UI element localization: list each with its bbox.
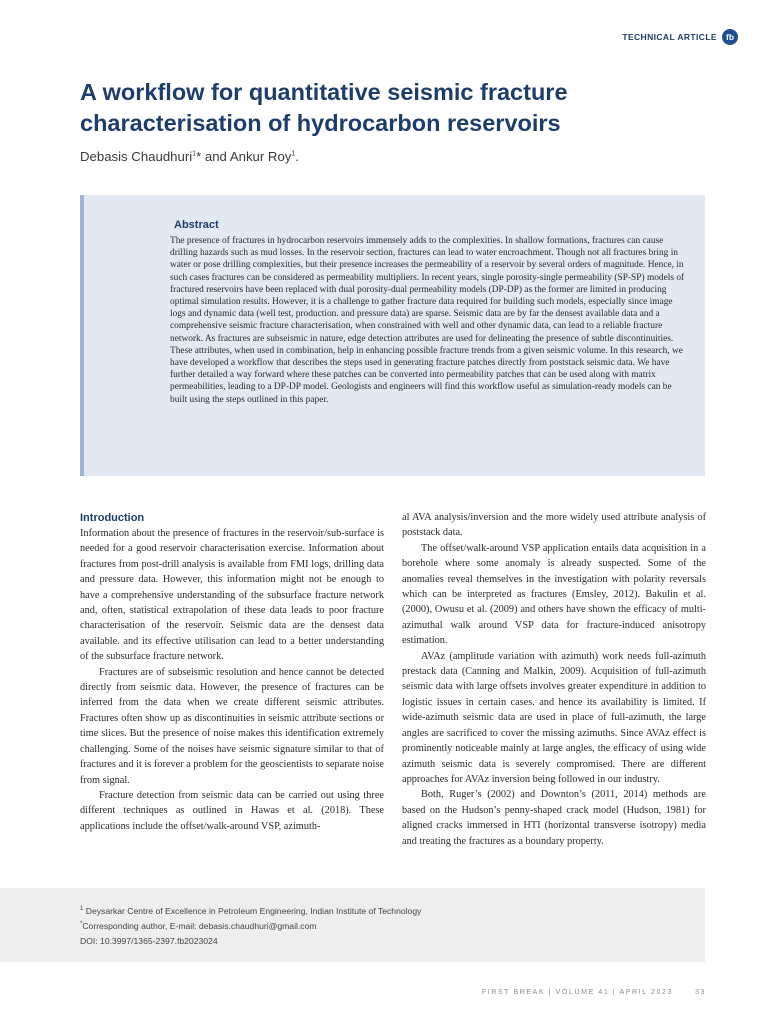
article-title: A workflow for quantitative seismic fracture characterisation of hydrocarbon reservoirs xyxy=(80,79,568,136)
corresponding-author-text: Corresponding author, E-mail: debasis.chaudhuri@gmail.com xyxy=(82,921,317,931)
body-paragraph: Both, Ruger’s (2002) and Downton’s (2011, 2014) methods are based on the Hudson’s penny-shaped crack model (Hudson, 1981) for aligned cracks immersed in HTI (horizontal transverse isotropy) media and treating the fractures as a boundary property. xyxy=(402,789,706,847)
affiliation-marker: 1 xyxy=(291,150,296,158)
author-name: Ankur Roy xyxy=(229,149,292,164)
body-paragraph: Fracture detection from seismic data can be carried out using three different techniques as outlined in Hawas et al. (2018). These applications include the offset/walk-around VSP, azimuth- xyxy=(80,789,384,832)
doi-footnote: DOI: 10.3997/1365-2397.fb2023024 xyxy=(80,936,218,946)
body-paragraph: The offset/walk-around VSP application entails data acquisition in a borehole where some anomaly is already suspected. Some of the anomalies reveal themselves in the investigation with polarity reversals which can be interpreted as fractures (Emsley, 2012). Bakulin et al. (2000), Owusu et al. (2009) and others have shown the efficacy of multi-azimuthal walk around VSP data for fracture-induced anisotropy estimation. xyxy=(402,542,706,647)
body-paragraph: Information about the presence of fractures in the reservoir/sub-surface is needed for a good reservoir characterisation exercise. Information about fractures from post-drill analysis is available from FMI logs, drilling data and pressure data. However, this information might not be enough to have a comprehensive understanding of the subsurface fracture network and, often, statistical extrapolation of these data leads to poor fracture characterisation of the reservoir. Seismic data are the densest data available. and its effective utilisation can lead to a better understanding of the subsurface fracture network. xyxy=(80,528,384,663)
affiliation-marker: 1 xyxy=(192,150,197,158)
author-name: Debasis Chaudhuri xyxy=(80,149,193,164)
body-paragraph: al AVA analysis/inversion and the more widely used attribute analysis of poststack data. xyxy=(402,512,706,539)
author-line xyxy=(80,149,299,164)
page-number: 33 xyxy=(695,989,706,996)
introduction-heading: Introduction xyxy=(80,512,145,524)
abstract-text: The presence of fractures in hydrocarbon reservoirs immensely adds to the complexities. In shallow formations, fractures can cause drilling hazards such as mud losses. In the reservoir section, fractures can lead to water encroachment. Though not all fractures bring in water or pose drilling complexities, but their presence increases the permeability of a reservoir by several orders of magnitude. Hence, in such cases fractures can be considered as permeability multipliers. In recent years, single porosity-single permeability (SP-SP) models of fractured reservoirs have been replaced with dual porosity-dual permeability models (DP-DP) as the former are limited in producing optimal simulation results. However, it is a challenge to gather fracture data required for building such models, especially since image logs and dynamic data (well test, production. and pressure data) are sparse. Seismic data are by far the densest available data and a comprehensive seismic fracture characterisation, when constrained with well and other dynamic data, can lead to a reliable fracture network. As fractures are subseismic in nature, edge detection attributes are used for delineating the presence of subtle discontinuities. These attributes, when used in combination, help in enhancing possible fracture trends from a given seismic volume. In this research, we have developed a workflow that describes the steps used in generating fracture patches directly from poststack seismic data. We have further detailed a way forward where these patches can be converted into permeability patches that can be used along with matrix permeabilities, leading to a DP-DP model. Geologists and engineers will find this workflow useful as simulation-ready models can be built using the steps outlined in this paper. xyxy=(170,236,685,405)
footnote-marker: 1 xyxy=(80,906,84,913)
right-column xyxy=(402,510,706,849)
abstract-box xyxy=(80,195,705,476)
author-line-end: . xyxy=(295,149,299,164)
left-column xyxy=(80,510,384,834)
section-label: TECHNICAL ARTICLE xyxy=(622,32,717,42)
journal-footer: FIRST BREAK | VOLUME 41 | APRIL 2023 xyxy=(481,989,673,996)
body-paragraph: Fractures are of subseismic resolution and hence cannot be detected directly from seismic data. However, the presence of fractures can be inferred from the data when we create different seismic attributes. Fractures often show up as discontinuities in seismic attribute sections or time slices. But the presence of noise makes this identification extremely challenging. Some of the noises have seismic signature similar to that of fractures and it is forever a problem for the geoscientists to separate noise from signal. xyxy=(80,666,384,786)
section-header xyxy=(622,29,738,45)
corresponding-author-footnote xyxy=(80,921,317,931)
body-paragraph: AVAz (amplitude variation with azimuth) work needs full-azimuth prestack data (Canning and Malkin, 2009). Acquisition of full-azimuth seismic data with large offsets involves greater expenditure in addition to logistic issues in certain cases. and hence its availability is limited. If wide-azimuth seismic data are used in place of full-azimuth, the large angles are sacrificed to cover the missing azimuths. Since AVAz effect is prominently noticeable mainly at large angles, the efficacy of using wide azimuth seismic data is severely compromised. There are different approaches for AVAz inversion being followed in our industry. xyxy=(402,650,706,785)
first-break-logo-icon: fb xyxy=(722,29,738,45)
footnote-marker: * xyxy=(80,921,83,928)
affiliation-footnote xyxy=(80,906,421,916)
abstract-heading: Abstract xyxy=(174,219,219,231)
footnote-box xyxy=(0,888,705,962)
affiliation-text: Deysarkar Centre of Excellence in Petroleum Engineering, Indian Institute of Technology xyxy=(85,906,422,916)
corresponding-marker: * and xyxy=(196,149,230,164)
